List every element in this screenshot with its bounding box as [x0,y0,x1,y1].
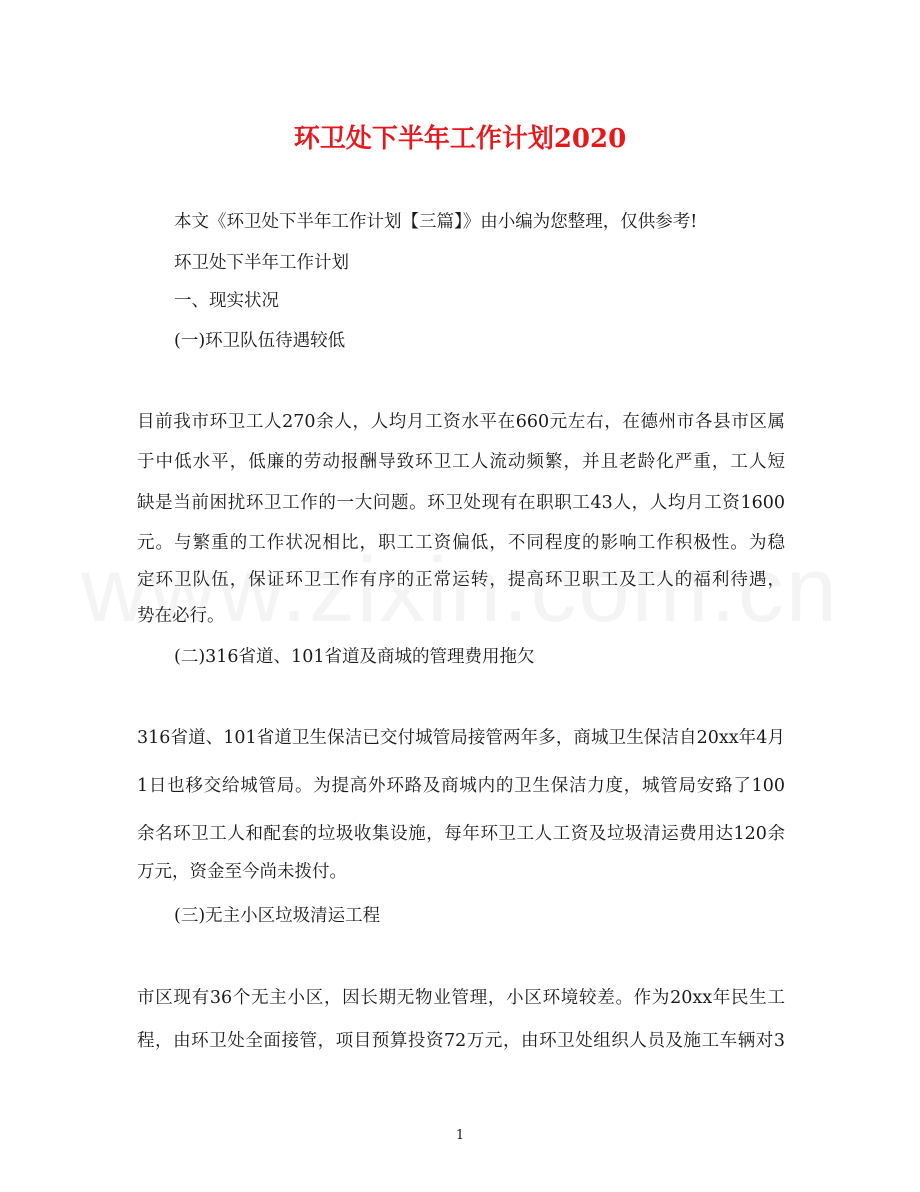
subsection-heading: (三)无主小区垃圾清运工程 [174,906,381,926]
paragraph-line: 定环卫队伍，保证环卫工作有序的正常运转，提高环卫职工及工人的福利待遇， [137,570,785,590]
paragraph-line: 目前我市环卫工人270余人，人均月工资水平在660元左右，在德州市各县市区属 [137,412,785,432]
paragraph-line: 程，由环卫处全面接管，项目预算投资72万元，由环卫处组织人员及施工车辆对3 [137,1031,785,1051]
subsection-heading: (二)316省道、101省道及商城的管理费用拖欠 [174,647,535,667]
paragraph-line: 1日也移交给城管局。为提高外环路及商城内的卫生保洁力度，城管局安臵了100 [137,776,785,796]
paragraph-line: 势在必行。 [137,606,225,626]
subtitle: 环卫处下半年工作计划 [174,253,349,273]
paragraph-line: 市区现有36个无主小区，因长期无物业管理，小区环境较差。作为20xx年民生工 [137,988,785,1008]
subsection-heading: (一)环卫队伍待遇较低 [174,331,346,351]
paragraph-line: 余名环卫工人和配套的垃圾收集设施，每年环卫工人工资及垃圾清运费用达120余 [137,824,785,844]
intro-line: 本文《环卫处下半年工作计划【三篇】》由小编为您整理，仅供参考! [174,212,698,232]
paragraph-line: 元。与繁重的工作状况相比，职工工资偏低，不同程度的影响工作积极性。为稳 [137,533,785,553]
document-title: 环卫处下半年工作计划2020 [293,124,627,154]
section-heading: 一、现实状况 [174,291,279,311]
paragraph-line: 缺是当前困扰环卫工作的一大问题。环卫处现有在职职工43人，人均月工资1600 [137,493,785,513]
paragraph-line: 于中低水平，低廉的劳动报酬导致环卫工人流动频繁，并且老龄化严重，工人短 [137,452,785,472]
page-number: 1 [455,1128,465,1143]
paragraph-line: 万元，资金至今尚未拨付。 [137,862,347,882]
paragraph-line: 316省道、101省道卫生保洁已交付城管局接管两年多，商城卫生保洁自20xx年4月 [137,728,785,748]
